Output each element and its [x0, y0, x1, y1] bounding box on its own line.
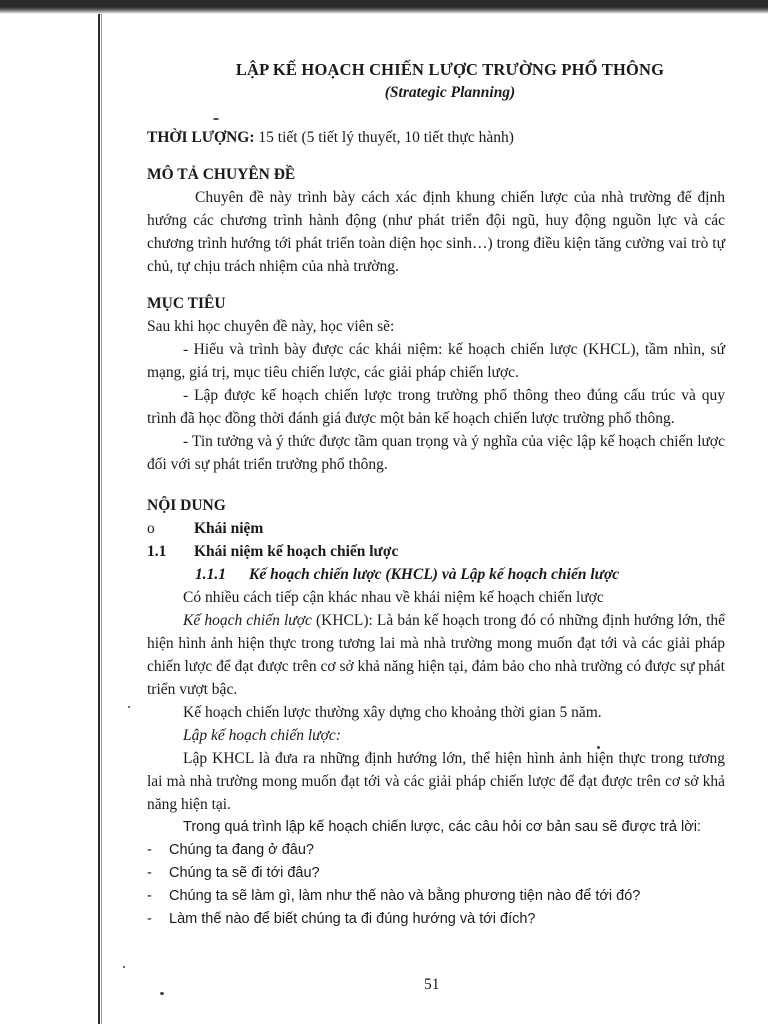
content-paragraph-definition — [147, 609, 725, 701]
definition-term: Kế hoạch chiến lược — [183, 612, 312, 629]
subsection-number: 1.1.1 — [195, 566, 226, 583]
content-bullet-row — [147, 517, 725, 540]
question-text: Chúng ta sẽ làm gì, làm như thế nào và bằng phương tiện nào để tới đó? — [169, 888, 641, 904]
section-number: 1.1 — [147, 543, 167, 560]
document-subtitle: (Strategic Planning) — [384, 84, 516, 101]
objective-item: - Lập được kế hoạch chiến lược trong trường phổ thông theo đúng cấu trúc và quy trình đã học đồng thời đánh giá được một bản kế hoạch chiến lược trường phổ thông. — [147, 387, 725, 427]
scan-left-border-shadow — [101, 14, 102, 1024]
objectives-heading: MỤC TIÊU — [147, 295, 226, 312]
description-text: Chuyên đề này trình bày cách xác định khung chiến lược của nhà trường để định hướng các chương trình hành động (như phát triển đội ngũ, huy động nguồn lực và các chương trình hướng tới phát triển toàn diện học sinh…) trong điều kiện tăng cường vai trò tự chủ, tự chịu trách nhiệm của nhà trường. — [147, 189, 725, 275]
subsection-title: Kế hoạch chiến lược (KHCL) và Lập kế hoạch chiến lược — [249, 566, 620, 583]
content-paragraph-term — [147, 724, 725, 747]
objective-item: - Tin tưởng và ý thức được tầm quan trọng và ý nghĩa của việc lập kế hoạch chiến lược đối với sự phát triển trường phổ thông. — [147, 433, 725, 473]
scan-left-border — [98, 14, 100, 1024]
scan-top-edge — [0, 0, 768, 14]
dash-marker: - — [147, 911, 152, 927]
description-heading: MÔ TẢ CHUYÊN ĐỀ — [147, 166, 296, 183]
dash-marker: - — [147, 865, 152, 881]
question-text: Làm thế nào để biết chúng ta đi đúng hướng và tới đích? — [169, 911, 536, 927]
dash-marker: - — [147, 888, 152, 904]
question-item — [147, 885, 725, 908]
dash-marker: - — [147, 842, 152, 858]
content-paragraph: Lập KHCL là đưa ra những định hướng lớn, thể hiện hình ảnh hiện thực trong tương lai mà nhà trường mong muốn đạt tới và các giải pháp chiến lược để đạt được trên cơ sở khả năng hiện tại. — [147, 750, 725, 813]
content-paragraph: Có nhiều cách tiếp cận khác nhau về khái niệm kế hoạch chiến lược — [183, 589, 604, 606]
content-paragraph: Kế hoạch chiến lược thường xây dựng cho khoảng thời gian 5 năm. — [183, 704, 602, 721]
question-item — [147, 908, 725, 931]
subsection-heading — [195, 563, 725, 586]
content-paragraph-questions-intro: Trong quá trình lập kế hoạch chiến lược, các câu hỏi cơ bản sau sẽ được trả lời: — [183, 819, 701, 835]
duration-label: THỜI LƯỢNG: — [147, 129, 255, 146]
questions-list — [147, 839, 725, 931]
scan-speck — [160, 992, 164, 995]
content-bullet-label: Khái niệm — [194, 520, 264, 537]
question-item — [147, 862, 725, 885]
scan-speck — [128, 706, 130, 708]
section-title: Khái niệm kế hoạch chiến lược — [194, 543, 399, 560]
objectives-intro: Sau khi học chuyên đề này, học viên sẽ: — [147, 318, 395, 335]
definition-text: (KHCL): Là bản kế hoạch trong đó có những định hướng lớn, thể hiện hình ảnh hiện thực trong tương lai mà nhà trường mong muốn đạt tới và các giải pháp chiến lược để đạt được trên cơ sở khả năng hiện tại, đảm bảo cho nhà trường có được sự phát triển vượt bậc. — [147, 612, 726, 698]
question-text: Chúng ta đang ở đâu? — [169, 842, 314, 858]
question-item — [147, 839, 725, 862]
section-heading — [147, 540, 725, 563]
duration-value: 15 tiết (5 tiết lý thuyết, 10 tiết thực hành) — [254, 129, 514, 146]
content-bullet-marker: o — [147, 520, 155, 537]
scan-speck — [123, 966, 125, 968]
document-title: LẬP KẾ HOẠCH CHIẾN LƯỢC TRƯỜNG PHỔ THÔNG — [235, 60, 665, 79]
question-text: Chúng ta sẽ đi tới đâu? — [169, 865, 320, 881]
duration-line — [147, 126, 725, 149]
page-number: 51 — [424, 976, 440, 993]
content-heading: NỘI DUNG — [147, 497, 226, 514]
objective-item: - Hiểu và trình bày được các khái niệm: kế hoạch chiến lược (KHCL), tầm nhìn, sứ mạng, giá trị, mục tiêu chiến lược, các giải pháp chiến lược. — [147, 341, 725, 381]
planning-term: Lập kế hoạch chiến lược: — [183, 727, 341, 744]
document-page — [147, 58, 725, 931]
